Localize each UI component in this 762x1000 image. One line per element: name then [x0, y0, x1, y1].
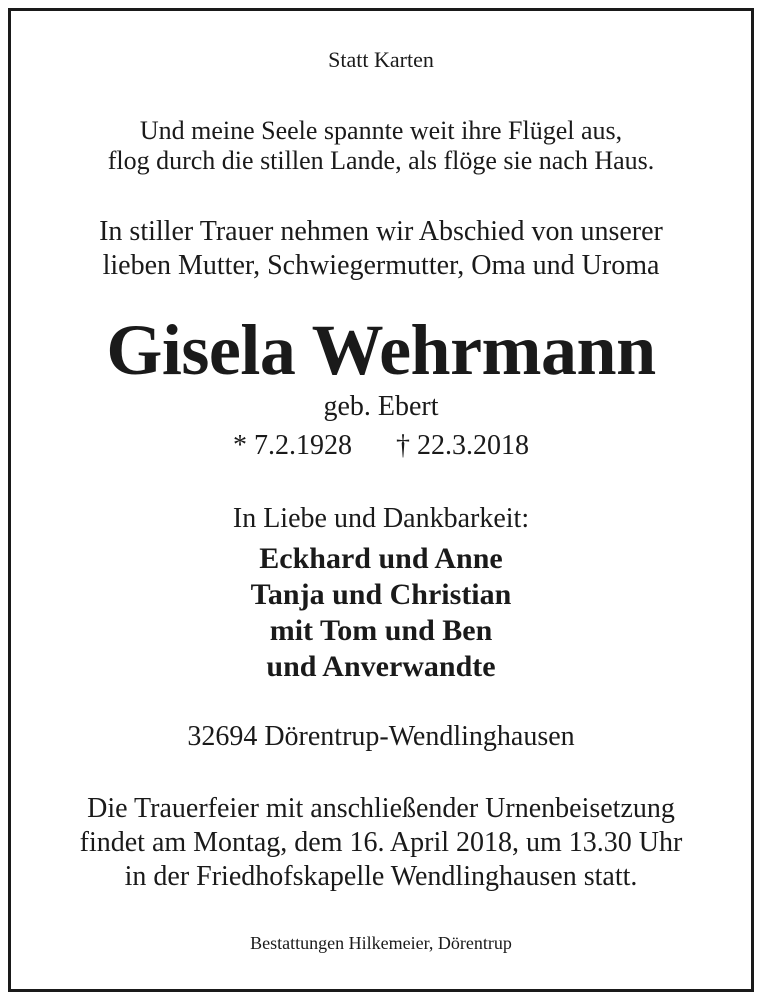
family-line-4: und Anverwandte: [266, 650, 496, 683]
family-line-2: Tanja und Christian: [250, 578, 512, 611]
ceremony-line-3: in der Friedhofskapelle Wendlinghausen statt.: [124, 861, 638, 892]
verse-line-1: Und meine Seele spannte weit ihre Flügel aus,: [139, 116, 623, 145]
birth-date: * 7.2.1928: [233, 430, 352, 461]
intro-line-1: In stiller Trauer nehmen wir Abschied von unserer: [99, 216, 663, 247]
header-text: Statt Karten: [328, 47, 434, 72]
family-line-1: Eckhard und Anne: [259, 542, 503, 575]
deceased-name: Gisela Wehrmann: [106, 310, 656, 390]
ceremony-line-2: findet am Montag, dem 16. April 2018, um 13.30 Uhr: [79, 827, 683, 858]
death-date: † 22.3.2018: [396, 430, 529, 461]
life-dates: [0, 432, 762, 460]
undertaker-text: Bestattungen Hilkemeier, Dörentrup: [250, 933, 512, 953]
family-line-3: mit Tom und Ben: [269, 614, 493, 647]
address-text: 32694 Dörentrup-Wendlinghausen: [187, 721, 575, 752]
intro-line-2: lieben Mutter, Schwiegermutter, Oma und Uroma: [102, 250, 660, 281]
maiden-name: geb. Ebert: [323, 391, 439, 422]
ceremony-line-1: Die Trauerfeier mit anschließender Urnenbeisetzung: [87, 793, 675, 824]
verse-line-2: flog durch die stillen Lande, als flöge sie nach Haus.: [107, 146, 655, 175]
gratitude-text: In Liebe und Dankbarkeit:: [232, 503, 530, 534]
